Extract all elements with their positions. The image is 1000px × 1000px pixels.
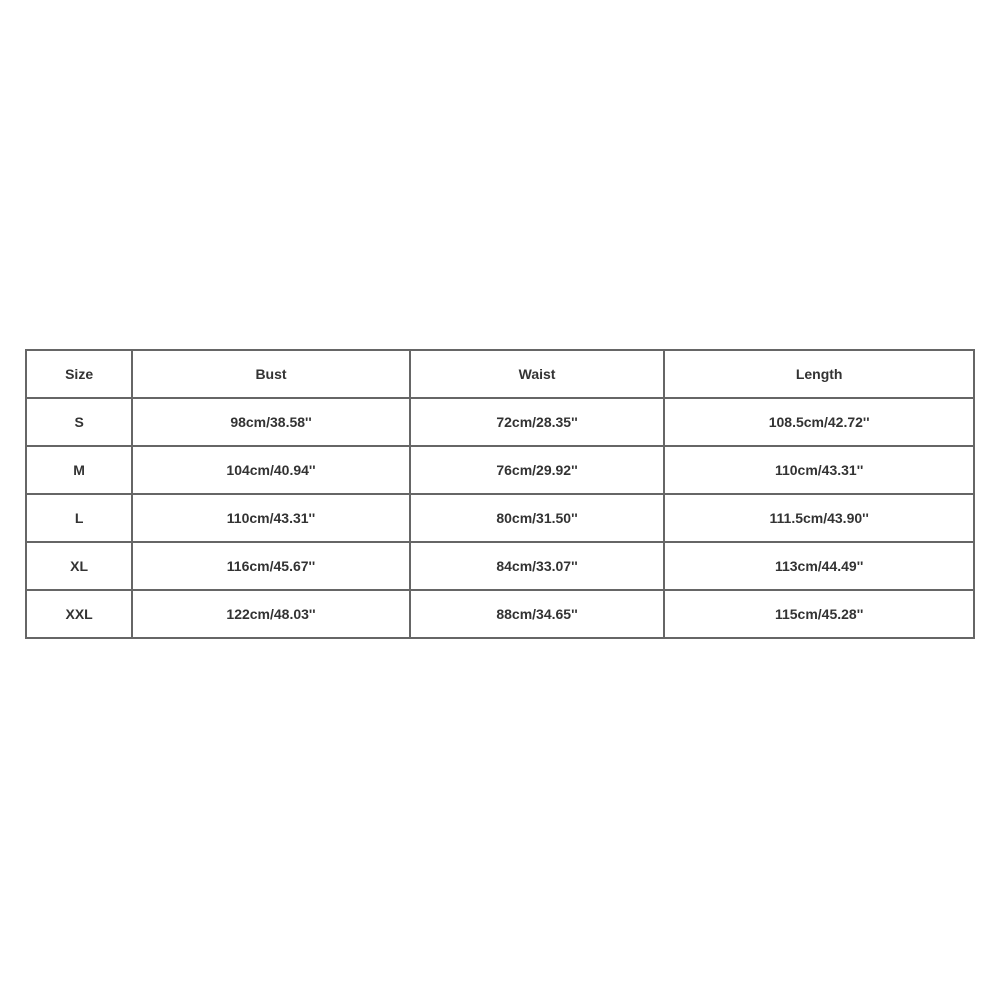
cell-size: XL xyxy=(26,542,132,590)
cell-waist: 72cm/28.35'' xyxy=(410,398,665,446)
cell-bust: 110cm/43.31'' xyxy=(132,494,410,542)
cell-length: 110cm/43.31'' xyxy=(664,446,974,494)
table-row xyxy=(26,398,974,446)
header-waist: Waist xyxy=(410,350,665,398)
cell-size: L xyxy=(26,494,132,542)
table-row xyxy=(26,494,974,542)
cell-waist: 80cm/31.50'' xyxy=(410,494,665,542)
cell-bust: 122cm/48.03'' xyxy=(132,590,410,638)
cell-size: S xyxy=(26,398,132,446)
cell-bust: 104cm/40.94'' xyxy=(132,446,410,494)
table-row xyxy=(26,542,974,590)
table-row xyxy=(26,446,974,494)
cell-length: 111.5cm/43.90'' xyxy=(664,494,974,542)
size-chart-table xyxy=(25,349,975,639)
cell-size: XXL xyxy=(26,590,132,638)
cell-waist: 76cm/29.92'' xyxy=(410,446,665,494)
cell-length: 108.5cm/42.72'' xyxy=(664,398,974,446)
header-size: Size xyxy=(26,350,132,398)
cell-waist: 84cm/33.07'' xyxy=(410,542,665,590)
cell-bust: 98cm/38.58'' xyxy=(132,398,410,446)
cell-length: 115cm/45.28'' xyxy=(664,590,974,638)
header-length: Length xyxy=(664,350,974,398)
cell-length: 113cm/44.49'' xyxy=(664,542,974,590)
cell-waist: 88cm/34.65'' xyxy=(410,590,665,638)
cell-size: M xyxy=(26,446,132,494)
header-bust: Bust xyxy=(132,350,410,398)
table-header-row xyxy=(26,350,974,398)
table-row xyxy=(26,590,974,638)
cell-bust: 116cm/45.67'' xyxy=(132,542,410,590)
